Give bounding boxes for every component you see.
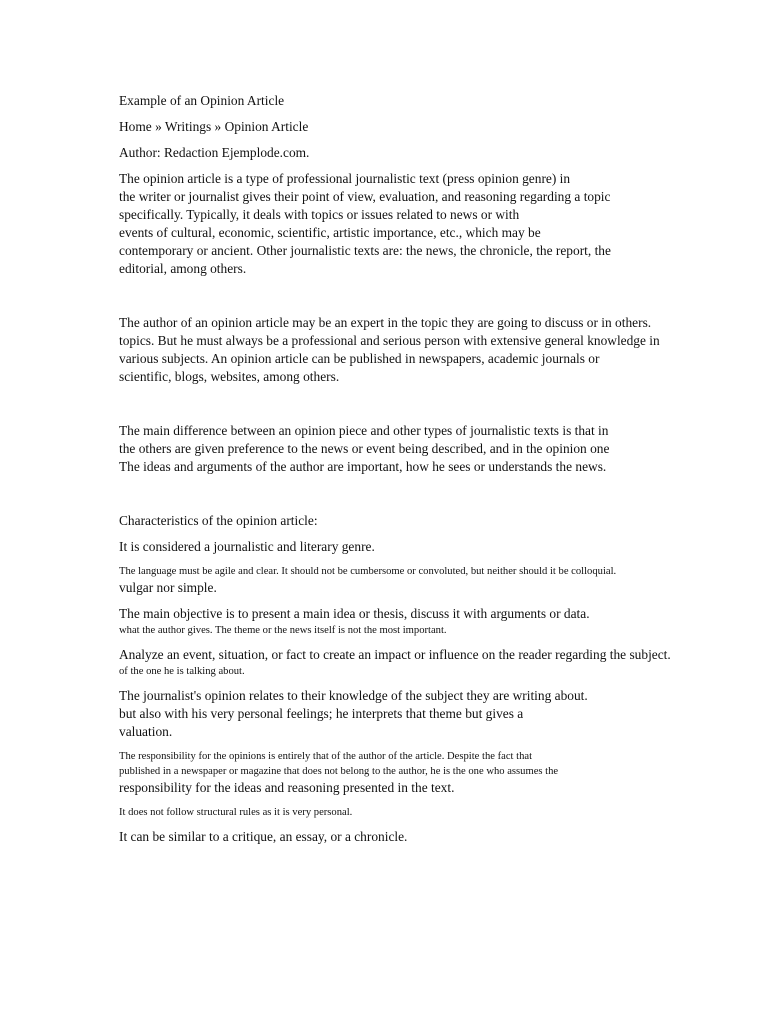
characteristic-item [119,538,699,556]
breadcrumb: Home » Writings » Opinion Article [119,119,309,134]
characteristic-line: It is considered a journalistic and literary genre. [119,539,375,554]
paragraph-line: editorial, among others. [119,261,247,276]
characteristic-item [119,828,699,846]
page-title: Example of an Opinion Article [119,93,285,108]
paragraph-line: topics. But he must always be a professional and serious person with extensive general knowledge in [119,333,660,348]
characteristic-line: Analyze an event, situation, or fact to create an impact or influence on the reader regarding the subject. [119,647,671,662]
characteristic-line: The journalist's opinion relates to their knowledge of the subject they are writing about. [119,688,588,703]
characteristic-item [119,564,699,597]
characteristic-item [119,687,699,741]
characteristic-item [119,646,699,679]
characteristic-line: It can be similar to a critique, an essay, or a chronicle. [119,829,408,844]
paragraph-line: The author of an opinion article may be an expert in the topic they are going to discuss or in others. [119,315,652,330]
characteristic-line: vulgar nor simple. [119,580,217,595]
author-paragraph [119,314,699,386]
document-page [119,92,699,846]
characteristics-heading: Characteristics of the opinion article: [119,513,318,528]
characteristic-item [119,805,699,820]
paragraph-line: scientific, blogs, websites, among others. [119,369,340,384]
paragraph-line: specifically. Typically, it deals with topics or issues related to news or with [119,207,520,222]
paragraph-line: various subjects. An opinion article can be published in newspapers, academic journals or [119,351,600,366]
characteristic-line: of the one he is talking about. [119,666,245,677]
paragraph-line: the others are given preference to the news or event being described, and in the opinion one [119,441,610,456]
characteristic-line: valuation. [119,724,173,739]
characteristic-item [119,749,699,797]
paragraph-line: The ideas and arguments of the author are important, how he sees or understands the news. [119,459,607,474]
paragraph-line: The opinion article is a type of professional journalistic text (press opinion genre) in [119,171,571,186]
characteristic-line: published in a newspaper or magazine that does not belong to the author, he is the one who assumes the [119,766,559,777]
paragraph-line: the writer or journalist gives their point of view, evaluation, and reasoning regarding a topic [119,189,611,204]
characteristic-line: The responsibility for the opinions is entirely that of the author of the article. Despite the fact that [119,751,533,762]
characteristic-line: but also with his very personal feelings; he interprets that theme but gives a [119,706,524,721]
characteristic-item [119,605,699,638]
intro-paragraph [119,170,699,278]
characteristic-line: what the author gives. The theme or the news itself is not the most important. [119,625,447,636]
paragraph-line: events of cultural, economic, scientific, artistic importance, etc., which may be [119,225,541,240]
characteristic-line: responsibility for the ideas and reasoning presented in the text. [119,780,455,795]
paragraph-line: The main difference between an opinion piece and other types of journalistic texts is that in [119,423,609,438]
characteristic-line: The main objective is to present a main idea or thesis, discuss it with arguments or data. [119,606,590,621]
characteristic-line: It does not follow structural rules as it is very personal. [119,807,353,818]
paragraph-line: contemporary or ancient. Other journalistic texts are: the news, the chronicle, the report, the [119,243,611,258]
author-line: Author: Redaction Ejemplode.com. [119,145,310,160]
characteristic-line: The language must be agile and clear. It should not be cumbersome or convoluted, but neither should it be colloquial. [119,566,617,577]
difference-paragraph [119,422,699,476]
